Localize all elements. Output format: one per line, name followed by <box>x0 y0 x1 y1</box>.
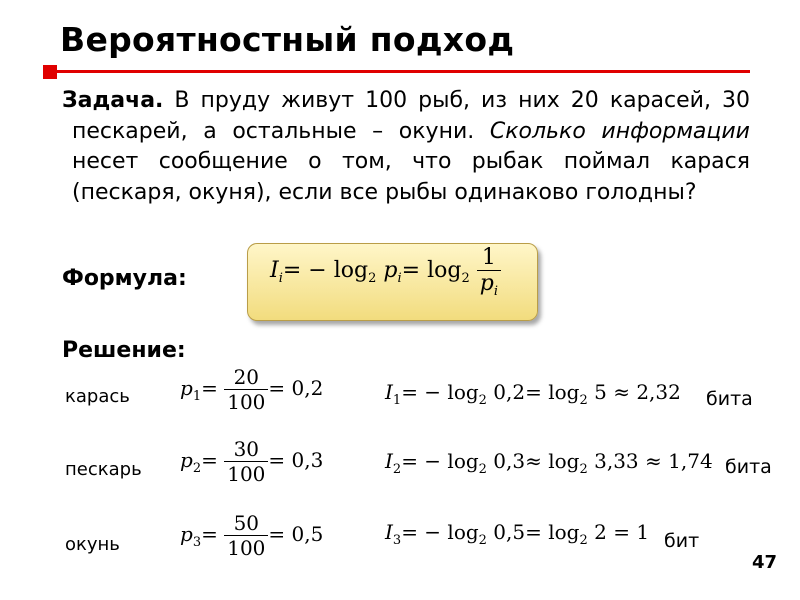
prob-numerator: 20 <box>224 365 268 390</box>
formula-base-2: 2 <box>461 271 470 286</box>
prob-sub: 1 <box>192 389 202 404</box>
info-crucian: $I_1= - \log_2 0,2= \log_2 5 \approx 2,32$ <box>385 380 681 408</box>
prob-value: = 0,3 <box>268 448 324 472</box>
prob-denominator: 100 <box>227 390 266 414</box>
info-base2: 2 <box>579 533 588 548</box>
prob-denominator: 100 <box>227 536 266 560</box>
page-number: 47 <box>752 552 778 573</box>
formula-I-sub: i <box>278 271 283 286</box>
slide-title: Вероятностный подход <box>60 20 515 59</box>
task-text-italic: Сколько информации <box>489 118 750 144</box>
formula-numerator: 1 <box>477 245 501 271</box>
formula-label: Формула: <box>62 266 187 291</box>
info-arg1: 0,3 <box>486 449 526 473</box>
info-base1: 2 <box>478 462 487 477</box>
info-sub: 1 <box>392 393 402 408</box>
info-expr1: = − log <box>401 380 479 404</box>
prob-perch: $p_3=$ $\frac{50}{100}$ = 0,5 <box>180 511 324 560</box>
prob-numerator: 30 <box>224 437 268 462</box>
info-result: ≈ 1,74 <box>645 449 713 473</box>
info-sub: 3 <box>392 533 402 548</box>
info-perch: $I_3= - \log_2 0,5= \log_2 2 = 1$ <box>385 520 650 548</box>
info-result: = 1 <box>613 520 650 544</box>
info-arg2: 3,33 <box>587 449 639 473</box>
info-arg1: 0,2 <box>486 380 526 404</box>
formula-den-p: p <box>479 271 494 296</box>
info-base2: 2 <box>579 462 588 477</box>
prob-fraction <box>224 437 268 486</box>
info-gudgeon: $I_2= - \log_2 0,3\approx \log_2 3,33 \approx 1,74$ <box>385 449 713 477</box>
formula-p-sub: i <box>397 271 402 286</box>
prob-fraction <box>224 511 268 560</box>
formula <box>270 245 501 299</box>
prob-fraction <box>224 365 268 414</box>
formula-fraction <box>477 245 501 299</box>
task-paragraph <box>62 86 750 208</box>
task-text-2: несет сообщение о том, что рыбак поймал карася (пескаря, окуня), если все рыбы одинаково голодны? <box>72 149 750 205</box>
row-label-gudgeon: пескарь <box>65 459 142 480</box>
unit-crucian: бита <box>706 388 753 410</box>
unit-perch: бит <box>664 530 700 552</box>
info-arg2: 2 <box>587 520 607 544</box>
formula-den-sub: i <box>493 284 498 299</box>
info-expr2: = log <box>525 380 580 404</box>
formula-base-1: 2 <box>368 271 377 286</box>
info-arg1: 0,5 <box>486 520 526 544</box>
formula-neg-log: = − log <box>282 258 369 283</box>
solution-label: Решение: <box>62 338 186 363</box>
info-arg2: 5 <box>587 380 607 404</box>
task-label: Задача. <box>62 88 164 113</box>
prob-crucian: $p_1=$ $\frac{20}{100}$ = 0,2 <box>180 365 324 414</box>
title-underline <box>45 70 750 73</box>
info-sub: 2 <box>392 462 402 477</box>
prob-sub: 2 <box>192 461 202 476</box>
prob-numerator: 50 <box>224 511 268 536</box>
info-expr1: = − log <box>401 520 479 544</box>
info-result: ≈ 2,32 <box>613 380 681 404</box>
info-expr2: = log <box>525 520 580 544</box>
info-expr1: = − log <box>401 449 479 473</box>
info-expr2: ≈ log <box>525 449 580 473</box>
unit-gudgeon: бита <box>725 456 772 478</box>
formula-p: p <box>383 258 398 283</box>
prob-denominator: 100 <box>227 462 266 486</box>
info-base2: 2 <box>579 393 588 408</box>
formula-I: I <box>270 258 279 283</box>
info-base1: 2 <box>478 533 487 548</box>
row-label-crucian: карась <box>65 386 130 407</box>
prob-value: = 0,2 <box>268 376 324 400</box>
formula-log: = log <box>401 258 462 283</box>
prob-value: = 0,5 <box>268 522 324 546</box>
row-label-perch: окунь <box>65 534 120 555</box>
prob-sub: 3 <box>192 535 202 550</box>
info-base1: 2 <box>478 393 487 408</box>
prob-gudgeon: $p_2=$ $\frac{30}{100}$ = 0,3 <box>180 437 324 486</box>
task-text-1: В пруду живут 100 рыб, из них 20 карасей, 30 пескарей, а остальные – окуни. <box>72 88 750 144</box>
